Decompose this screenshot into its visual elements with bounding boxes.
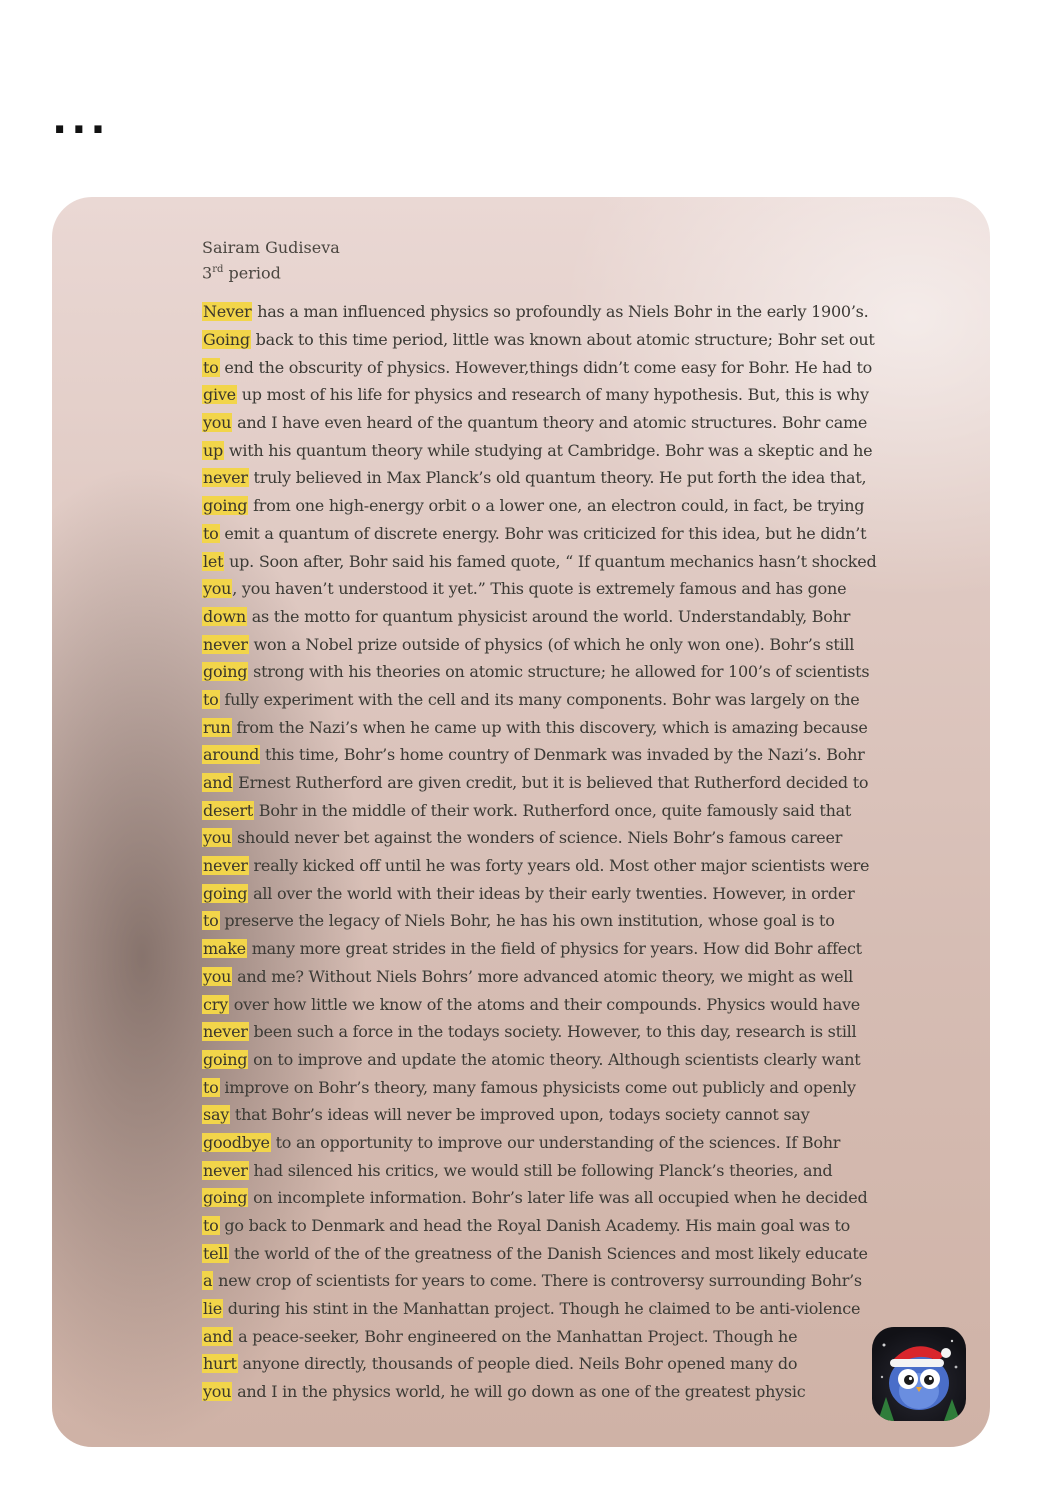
essay-line — [202, 714, 962, 742]
essay-line — [202, 907, 962, 935]
highlighted-word: never — [203, 1022, 248, 1042]
highlighted-word: desert — [203, 800, 253, 820]
highlighted-word: never — [203, 468, 248, 488]
line-text: Ernest Rutherford are given credit, but it is believed that Rutherford decided to — [233, 773, 869, 793]
highlighted-word: to — [203, 689, 219, 709]
highlighted-word: never — [203, 634, 248, 654]
essay-line — [202, 326, 962, 354]
highlighted-word: you — [203, 966, 232, 986]
essay-line — [202, 1323, 962, 1351]
highlighted-word: going — [203, 662, 248, 682]
class-period — [202, 259, 962, 284]
highlighted-word: say — [203, 1105, 230, 1125]
line-text: end the obscurity of physics. However,things didn’t come easy for Bohr. He had to — [219, 357, 872, 377]
essay-line — [202, 797, 962, 825]
highlighted-word: never — [203, 1160, 248, 1180]
line-text: really kicked off until he was forty years old. Most other major scientists were — [248, 856, 870, 876]
line-text: emit a quantum of discrete energy. Bohr was criticized for this idea, but he didn’t — [219, 523, 867, 543]
essay-line — [202, 658, 962, 686]
essay-line — [202, 1074, 962, 1102]
line-text: from one high-energy orbit o a lower one, an electron could, in fact, be trying — [248, 496, 865, 516]
line-text: on to improve and update the atomic theory. Although scientists clearly want — [248, 1049, 861, 1069]
essay-line — [202, 464, 962, 492]
author-name: Sairam Gudiseva — [202, 238, 340, 257]
highlighted-word: lie — [203, 1299, 222, 1319]
line-text: preserve the legacy of Niels Bohr, he has his own institution, whose goal is to — [219, 911, 835, 931]
highlighted-word: and — [203, 1326, 233, 1346]
essay-line — [202, 520, 962, 548]
line-text: has a man influenced physics so profoundly as Niels Bohr in the early 1900’s. — [252, 302, 869, 322]
highlighted-word: cry — [203, 994, 228, 1014]
highlighted-word: to — [203, 523, 219, 543]
essay-line — [202, 1267, 962, 1295]
essay-line — [202, 575, 962, 603]
line-text: should never bet against the wonders of science. Niels Bohr’s famous career — [232, 828, 843, 848]
line-text: many more great strides in the field of physics for years. How did Bohr affect — [246, 939, 862, 959]
period-word: period — [223, 263, 281, 283]
essay-line — [202, 1240, 962, 1268]
line-text: as the motto for quantum physicist around the world. Understandably, Bohr — [246, 606, 851, 626]
essay-line — [202, 354, 962, 382]
line-text: this time, Bohr’s home country of Denmark was invaded by the Nazi’s. Bohr — [260, 745, 865, 765]
line-text: and me? Without Niels Bohrs’ more advanced atomic theory, we might as well — [232, 966, 854, 986]
highlighted-word: make — [203, 939, 246, 959]
essay-line — [202, 880, 962, 908]
highlighted-word: Going — [203, 330, 250, 350]
essay-body — [202, 298, 962, 1406]
line-text: and I in the physics world, he will go down as one of the greatest physic — [232, 1382, 806, 1402]
essay-paper — [202, 237, 962, 1406]
essay-line — [202, 824, 962, 852]
highlighted-word: let — [203, 551, 224, 571]
line-text: with his quantum theory while studying at Cambridge. Bohr was a skeptic and he — [224, 440, 873, 460]
more-options-button[interactable]: ... — [52, 97, 110, 143]
highlighted-word: Never — [203, 302, 252, 322]
line-text: won a Nobel prize outside of physics (of which he only won one). Bohr’s still — [248, 634, 855, 654]
essay-line — [202, 1157, 962, 1185]
line-text: and I have even heard of the quantum theory and atomic structures. Bohr came — [232, 413, 868, 433]
line-text: on incomplete information. Bohr’s later life was all occupied when he decided — [248, 1188, 868, 1208]
highlighted-word: going — [203, 883, 248, 903]
line-text: all over the world with their ideas by their early twenties. However, in order — [248, 883, 855, 903]
highlighted-word: going — [203, 1188, 248, 1208]
line-text: been such a force in the todays society. However, to this day, research is still — [248, 1022, 857, 1042]
highlighted-word: going — [203, 496, 248, 516]
highlighted-word: run — [203, 717, 231, 737]
highlighted-word: hurt — [203, 1354, 237, 1374]
highlighted-word: never — [203, 856, 248, 876]
highlighted-word: going — [203, 1049, 248, 1069]
line-text: the world of the of the greatness of the Danish Sciences and most likely educate — [229, 1243, 868, 1263]
highlighted-word: to — [203, 911, 219, 931]
essay-line — [202, 492, 962, 520]
line-text: during his stint in the Manhattan project. Though he claimed to be anti-violence — [222, 1299, 861, 1319]
highlighted-word: tell — [203, 1243, 229, 1263]
essay-line — [202, 631, 962, 659]
line-text: strong with his theories on atomic structure; he allowed for 100’s of scientists — [248, 662, 870, 682]
essay-line — [202, 409, 962, 437]
essay-line — [202, 769, 962, 797]
highlighted-word: you — [203, 413, 232, 433]
line-text: to an opportunity to improve our understanding of the sciences. If Bohr — [270, 1132, 841, 1152]
essay-line — [202, 686, 962, 714]
essay-line — [202, 1018, 962, 1046]
essay-line — [202, 852, 962, 880]
essay-line — [202, 1212, 962, 1240]
line-text: go back to Denmark and head the Royal Danish Academy. His main goal was to — [219, 1216, 851, 1236]
line-text: anyone directly, thousands of people died. Neils Bohr opened many do — [237, 1354, 798, 1374]
line-text: up most of his life for physics and research of many hypothesis. But, this is why — [236, 385, 869, 405]
line-text: , you haven’t understood it yet.” This quote is extremely famous and has gone — [232, 579, 847, 599]
line-text: back to this time period, little was known about atomic structure; Bohr set out — [250, 330, 875, 350]
essay-line — [202, 741, 962, 769]
highlighted-word: goodbye — [203, 1132, 270, 1152]
line-text: up. Soon after, Bohr said his famed quote, “ If quantum mechanics hasn’t shocked — [224, 551, 877, 571]
app-owl-badge[interactable] — [872, 1327, 966, 1421]
photo-post-image[interactable] — [52, 197, 990, 1447]
highlighted-word: around — [203, 745, 260, 765]
essay-line — [202, 1378, 962, 1406]
line-text: improve on Bohr’s theory, many famous physicists come out publicly and openly — [219, 1077, 856, 1097]
highlighted-word: you — [203, 828, 232, 848]
highlighted-word: you — [203, 579, 232, 599]
essay-line — [202, 1350, 962, 1378]
highlighted-word: you — [203, 1382, 232, 1402]
line-text: that Bohr’s ideas will never be improved upon, todays society cannot say — [230, 1105, 810, 1125]
essay-line — [202, 935, 962, 963]
line-text: fully experiment with the cell and its many components. Bohr was largely on the — [219, 689, 860, 709]
highlighted-word: a — [203, 1271, 213, 1291]
highlighted-word: to — [203, 1216, 219, 1236]
highlighted-word: give — [203, 385, 236, 405]
line-text: a peace-seeker, Bohr engineered on the Manhattan Project. Though he — [233, 1326, 798, 1346]
owl-santa-hat-icon — [872, 1327, 966, 1421]
essay-line — [202, 298, 962, 326]
essay-line — [202, 1295, 962, 1323]
line-text: over how little we know of the atoms and their compounds. Physics would have — [228, 994, 860, 1014]
period-number: 3 — [202, 263, 213, 283]
essay-line — [202, 963, 962, 991]
line-text: Bohr in the middle of their work. Rutherford once, quite famously said that — [253, 800, 852, 820]
essay-line — [202, 548, 962, 576]
essay-line — [202, 603, 962, 631]
essay-line — [202, 381, 962, 409]
essay-line — [202, 1101, 962, 1129]
essay-line — [202, 1184, 962, 1212]
highlighted-word: to — [203, 357, 219, 377]
line-text: truly believed in Max Planck’s old quantum theory. He put forth the idea that, — [248, 468, 867, 488]
essay-line — [202, 1046, 962, 1074]
essay-line — [202, 1129, 962, 1157]
period-ordinal: rd — [212, 264, 224, 275]
line-text: from the Nazi’s when he came up with this discovery, which is amazing because — [231, 717, 868, 737]
highlighted-word: up — [203, 440, 224, 460]
line-text: new crop of scientists for years to come. There is controversy surrounding Bohr’s — [213, 1271, 862, 1291]
essay-line — [202, 991, 962, 1019]
highlighted-word: down — [203, 606, 246, 626]
highlighted-word: and — [203, 773, 233, 793]
line-text: had silenced his critics, we would still be following Planck’s theories, and — [248, 1160, 833, 1180]
highlighted-word: to — [203, 1077, 219, 1097]
essay-line — [202, 437, 962, 465]
